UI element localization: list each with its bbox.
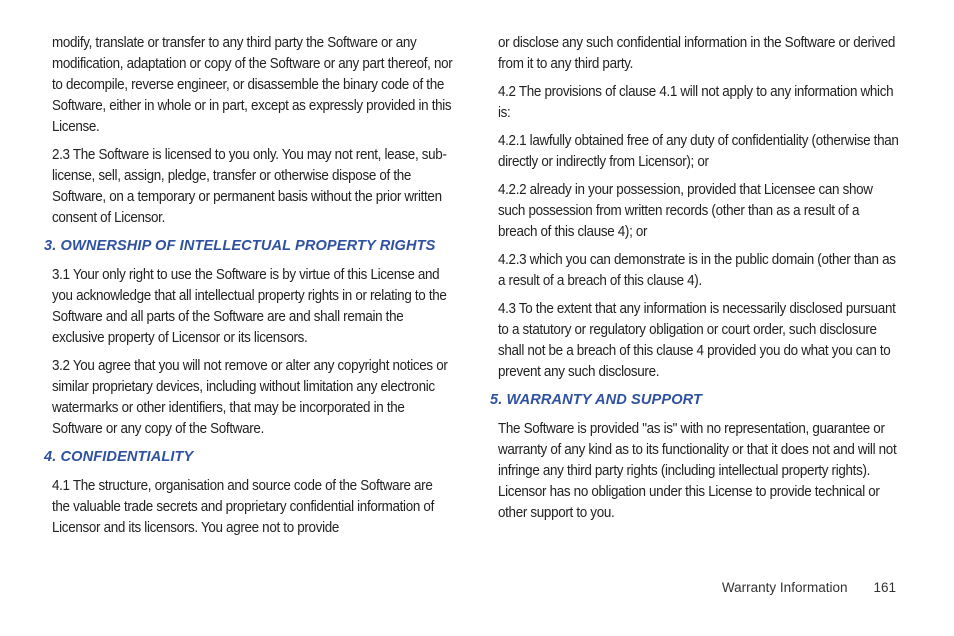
paragraph-4-2: 4.2 The provisions of clause 4.1 will not apply to any information which is: bbox=[498, 84, 894, 121]
paragraph-4-2-1: 4.2.1 lawfully obtained free of any duty of confidentiality (otherwise than directly or indirectly from Licensor); or bbox=[498, 133, 899, 170]
heading-warranty: 5. WARRANTY AND SUPPORT bbox=[490, 392, 703, 408]
paragraph-2-3: 2.3 The Software is licensed to you only. You may not rent, lease, sub-license, sell, assign, pledge, transfer or otherwise dispose of the Software, on a temporary or permanent basis without the prior written consent of Licensor. bbox=[52, 147, 447, 226]
paragraph-4-2-2: 4.2.2 already in your possession, provided that Licensee can show such possession from written records (other than as a result of a breach of this clause 4); or bbox=[498, 182, 873, 240]
paragraph-3-2: 3.2 You agree that you will not remove or alter any copyright notices or similar proprietary devices, including without limitation any electronic watermarks or other identifiers, that may be incorporated in the Software or any copy of the Software. bbox=[52, 358, 448, 437]
paragraph-4-3: 4.3 To the extent that any information is necessarily disclosed pursuant to a statutory or regulatory obligation or court order, such disclosure shall not be a breach of this clause 4 provided you do what you can to prevent any such disclosure. bbox=[498, 301, 896, 380]
paragraph-warranty: The Software is provided "as is" with no representation, guarantee or warranty of any kind as to its functionality or that it does not and will not infringe any third party rights (including intellectual property rights). Licensor has no obligation under this License to provide technical or other support to you. bbox=[498, 421, 897, 521]
heading-confidentiality: 4. CONFIDENTIALITY bbox=[44, 449, 194, 465]
paragraph-license-restrictions: modify, translate or transfer to any third party the Software or any modification, adaptation or copy of the Software or any part thereof, nor to decompile, reverse engineer, or disassemble the binary code of the Software, either in whole or in part, except as expressly provided in this License. bbox=[52, 35, 453, 135]
right-column bbox=[490, 33, 900, 531]
heading-ownership: 3. OWNERSHIP OF INTELLECTUAL PROPERTY RIGHTS bbox=[44, 238, 436, 254]
paragraph-4-1-continued: or disclose any such confidential information in the Software or derived from it to any third party. bbox=[498, 35, 895, 72]
left-column bbox=[44, 33, 454, 546]
paragraph-4-1: 4.1 The structure, organisation and source code of the Software are the valuable trade secrets and proprietary confidential information of Licensor and its licensors. You agree not to provide bbox=[52, 478, 434, 536]
page-number: 161 bbox=[873, 580, 896, 595]
paragraph-4-2-3: 4.2.3 which you can demonstrate is in the public domain (other than as a result of a breach of this clause 4). bbox=[498, 252, 896, 289]
footer-section-title: Warranty Information bbox=[721, 580, 848, 595]
paragraph-3-1: 3.1 Your only right to use the Software is by virtue of this License and you acknowledge that all intellectual property rights in or relating to the Software and all parts of the Software are and shall remain the exclusive property of Licensor or its licensors. bbox=[52, 267, 447, 346]
page-footer bbox=[722, 578, 896, 598]
